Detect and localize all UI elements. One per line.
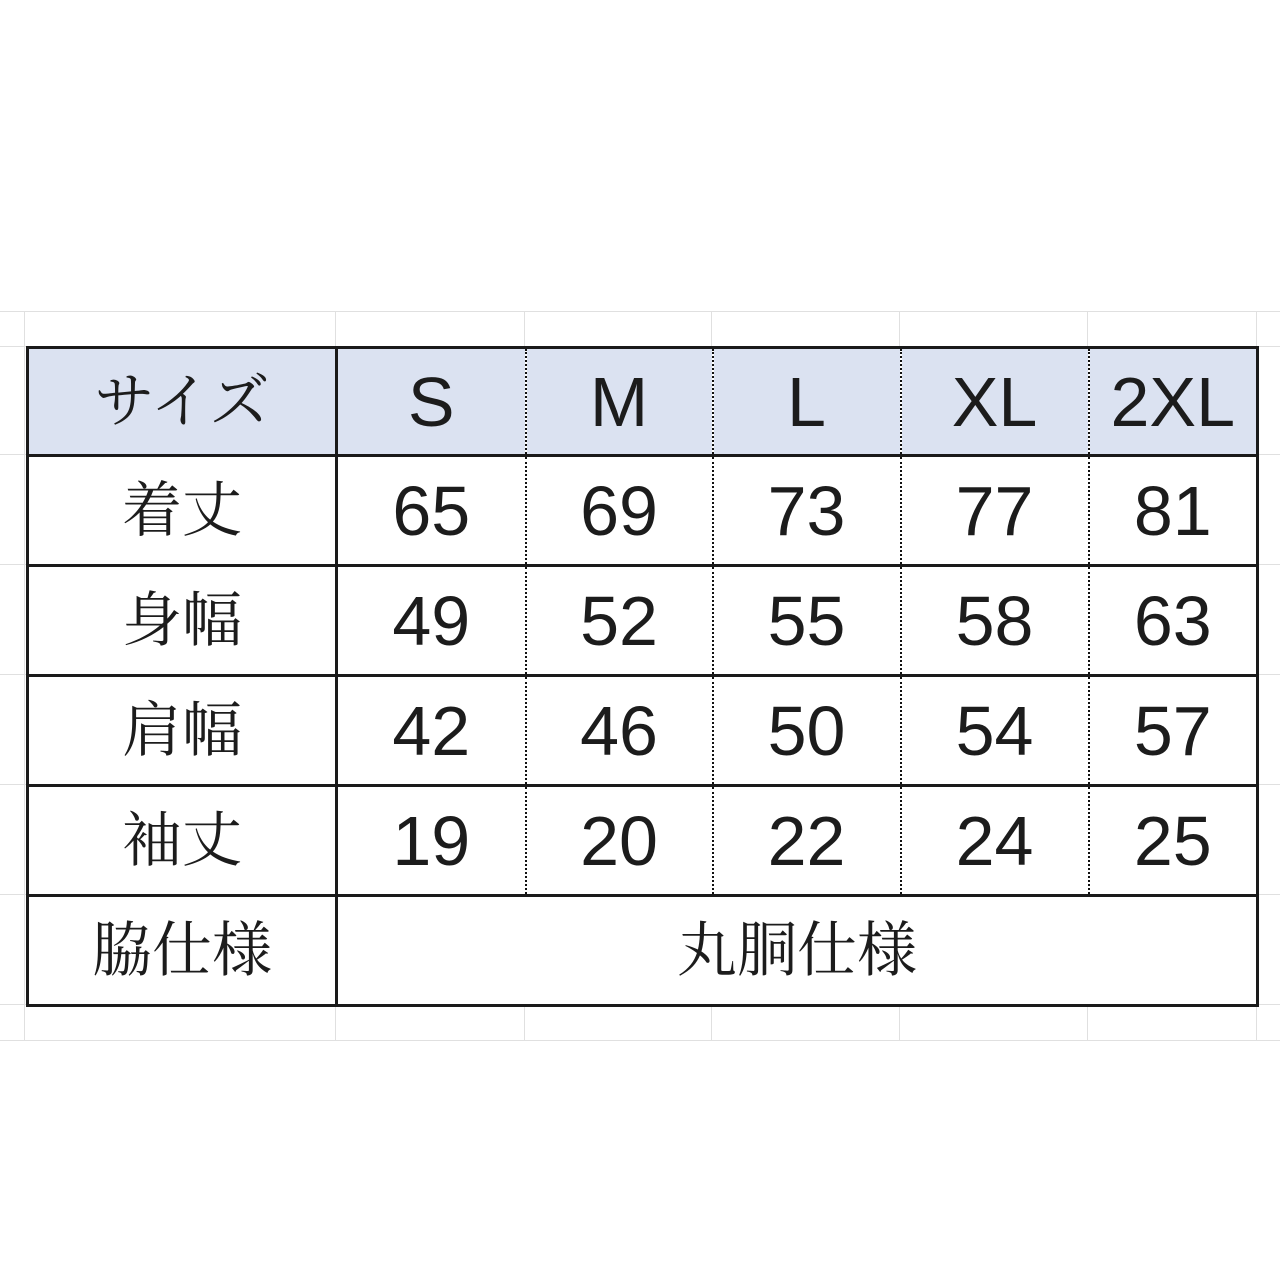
side-spec-value-cell: 丸胴仕様 (337, 896, 1258, 1006)
measurement-cell: 77 (901, 456, 1089, 566)
row-label-shoulder-width: 肩幅 (28, 676, 337, 786)
header-cell-size-m: M (526, 348, 713, 456)
measurement-cell: 55 (713, 566, 901, 676)
row-label-body-length: 着丈 (28, 456, 337, 566)
gridline-horizontal (0, 1040, 1280, 1041)
gridline-horizontal (0, 311, 1280, 312)
measurement-cell: 65 (337, 456, 526, 566)
header-cell-size-l: L (713, 348, 901, 456)
header-cell-size-xl: XL (901, 348, 1089, 456)
measurement-cell: 19 (337, 786, 526, 896)
measurement-cell: 24 (901, 786, 1089, 896)
row-label-side-spec: 脇仕様 (28, 896, 337, 1006)
table-row-shoulder-width (28, 676, 1258, 786)
measurement-cell: 63 (1089, 566, 1258, 676)
measurement-cell: 52 (526, 566, 713, 676)
measurement-cell: 58 (901, 566, 1089, 676)
measurement-cell: 69 (526, 456, 713, 566)
table-header-row (28, 348, 1258, 456)
measurement-cell: 25 (1089, 786, 1258, 896)
measurement-cell: 42 (337, 676, 526, 786)
measurement-cell: 73 (713, 456, 901, 566)
measurement-cell: 22 (713, 786, 901, 896)
measurement-cell: 57 (1089, 676, 1258, 786)
gridline-vertical (24, 311, 25, 1040)
row-label-body-width: 身幅 (28, 566, 337, 676)
measurement-cell: 20 (526, 786, 713, 896)
table-row-sleeve-length (28, 786, 1258, 896)
table-row-body-length (28, 456, 1258, 566)
size-chart-table (26, 346, 1259, 1007)
measurement-cell: 49 (337, 566, 526, 676)
header-cell-size-s: S (337, 348, 526, 456)
measurement-cell: 81 (1089, 456, 1258, 566)
header-cell-size-2xl: 2XL (1089, 348, 1258, 456)
measurement-cell: 46 (526, 676, 713, 786)
table-row-body-width (28, 566, 1258, 676)
measurement-cell: 54 (901, 676, 1089, 786)
header-cell-size-label: サイズ (28, 348, 337, 456)
row-label-sleeve-length: 袖丈 (28, 786, 337, 896)
table-row-side-spec (28, 896, 1258, 1006)
measurement-cell: 50 (713, 676, 901, 786)
